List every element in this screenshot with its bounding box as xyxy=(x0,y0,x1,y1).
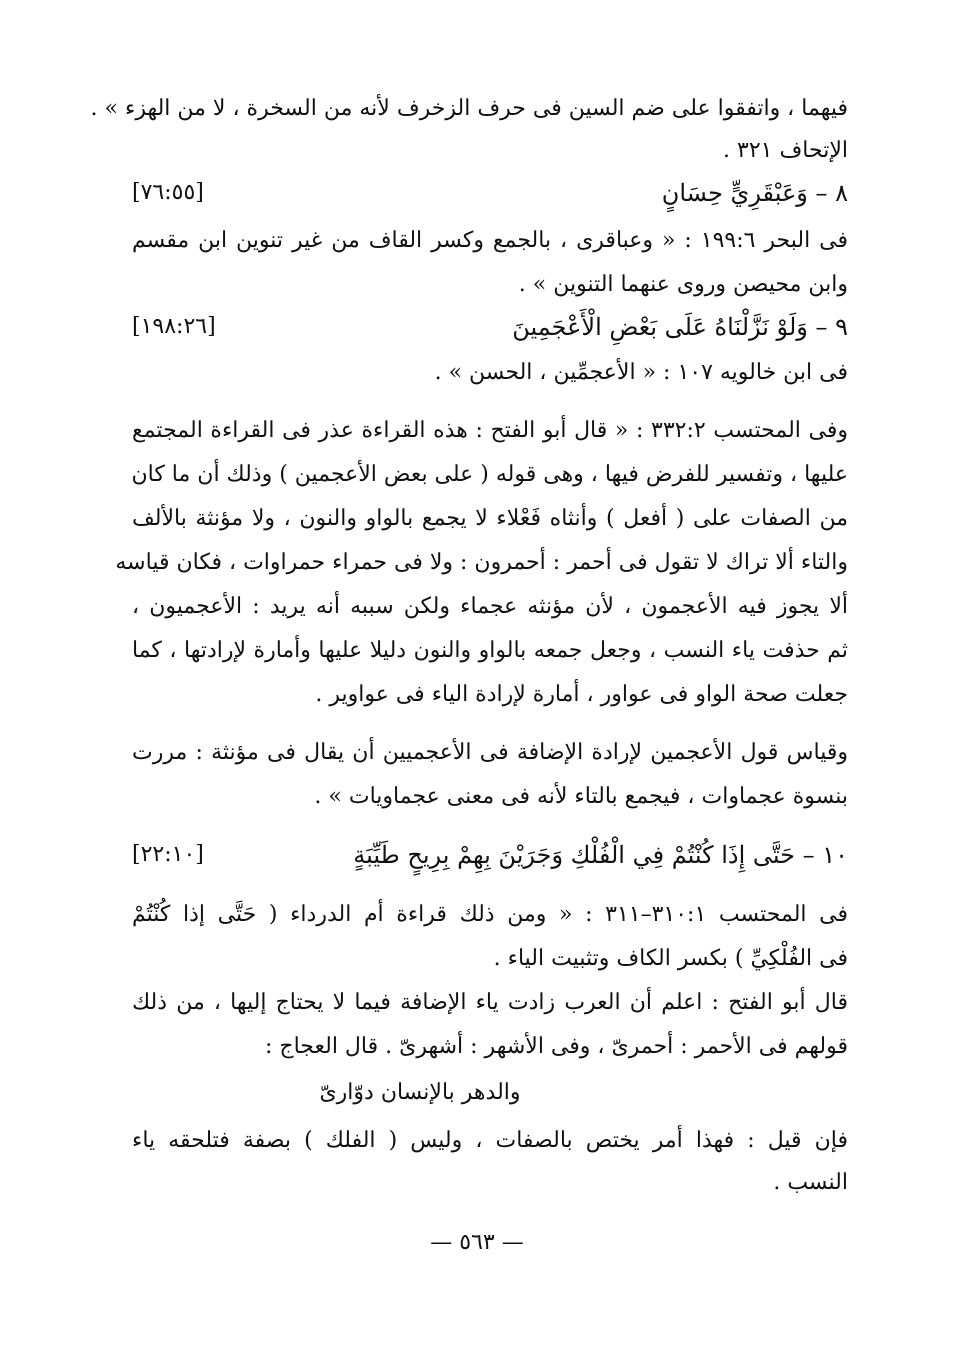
page-body xyxy=(90,80,848,1260)
text-line-24: النسب . xyxy=(773,1170,848,1195)
text-line-18: فى المحتسب ٣١٠:١–٣١١ : « ومن ذلك قراءة أم الدرداء ( حَتَّى إذا كُنْتُمْ xyxy=(132,902,848,927)
verse-8: ٨ – وَعَبْقَرِيٍّ حِسَانٍ xyxy=(661,179,848,207)
text-line-20: قال أبو الفتح : اعلم أن العرب زادت ياء الإضافة فيما لا يحتاج إليها ، من ذلك xyxy=(132,990,848,1015)
verse-8-reference: [٧٦:٥٥] xyxy=(132,180,204,205)
text-line-12: ألا يجوز فيه الأعجمون ، لأن مؤنثه عجماء ولكن سببه أنه يريد : الأعجميون ، xyxy=(132,594,848,619)
text-line-4: فى البحر ١٩٩:٦ : « وعباقرى ، بالجمع وكسر القاف من غير تنوين ابن مقسم xyxy=(132,228,848,253)
verse-9: ٩ – وَلَوْ نَزَّلْنَاهُ عَلَى بَعْضِ الْأَعْجَمِينَ xyxy=(512,313,848,341)
text-line-7: فى ابن خالويه ١٠٧ : « الأعجمِّين ، الحسن » . xyxy=(434,360,848,385)
text-line-23: فإن قيل : فهذا أمر يختص بالصفات ، وليس ( الفلك ) بصفة فتلحقه ياء xyxy=(132,1128,848,1153)
verse-10: ١٠ – حَتَّى إِذَا كُنْتُمْ فِي الْفُلْكِ وَجَرَيْنَ بِهِمْ بِرِيحٍ طَيِّبَةٍ xyxy=(353,841,848,869)
text-line-9: عليها ، وتفسير للفرض فيها ، وهى قوله ( على بعض الأعجمين ) وذلك أن ما كان xyxy=(131,462,848,487)
text-line-19: فى الفُلْكِيِّ ) بكسر الكاف وتثبيت الياء . xyxy=(493,946,848,971)
page-number: — ٥٦٣ — xyxy=(430,1230,524,1255)
text-line-2: الإتحاف ٣٢١ . xyxy=(723,138,848,163)
text-line-16: بنسوة عجماوات ، فيجمع بالتاء لأنه فى معنى عجماويات » . xyxy=(314,784,848,809)
text-line-15: وقياس قول الأعجمين لإرادة الإضافة فى الأعجميين أن يقال فى مؤنثة : مررت xyxy=(132,740,848,765)
text-line-10: من الصفات على ( أفعل ) وأنثاه فَعْلاء لا يجمع بالواو والنون ، ولا مؤنثة بالألف xyxy=(132,506,848,531)
text-line-5: وابن محيصن وروى عنهما التنوين » . xyxy=(518,272,848,297)
text-line-1: فيهما ، واتفقوا على ضم السين فى حرف الزخرف لأنه من السخرة ، لا من الهزء » . xyxy=(90,96,848,121)
text-line-11: والتاء ألا تراك لا تقول فى أحمر : أحمرون : ولا فى حمراء حمراوات ، فكان قياسه xyxy=(115,550,848,575)
text-line-8: وفى المحتسب ٣٣٢:٢ : « قال أبو الفتح : هذه القراءة عذر فى القراءة المجتمع xyxy=(132,418,848,443)
poetry-line: والدهر بالإنسان دوّارىّ xyxy=(319,1080,521,1105)
verse-10-reference: [٢٢:١٠] xyxy=(132,842,204,867)
text-line-21: قولهم فى الأحمر : أحمرىّ ، وفى الأشهر : أشهرىّ . قال العجاج : xyxy=(265,1034,848,1059)
text-line-14: جعلت صحة الواو فى عواور ، أمارة لإرادة الياء فى عواوير . xyxy=(315,682,848,707)
text-line-13: ثم حذفت ياء النسب ، وجعل جمعه بالواو والنون دليلا عليها وأمارة لإرادتها ، كما xyxy=(132,638,848,663)
verse-9-reference: [١٩٨:٢٦] xyxy=(132,314,216,339)
